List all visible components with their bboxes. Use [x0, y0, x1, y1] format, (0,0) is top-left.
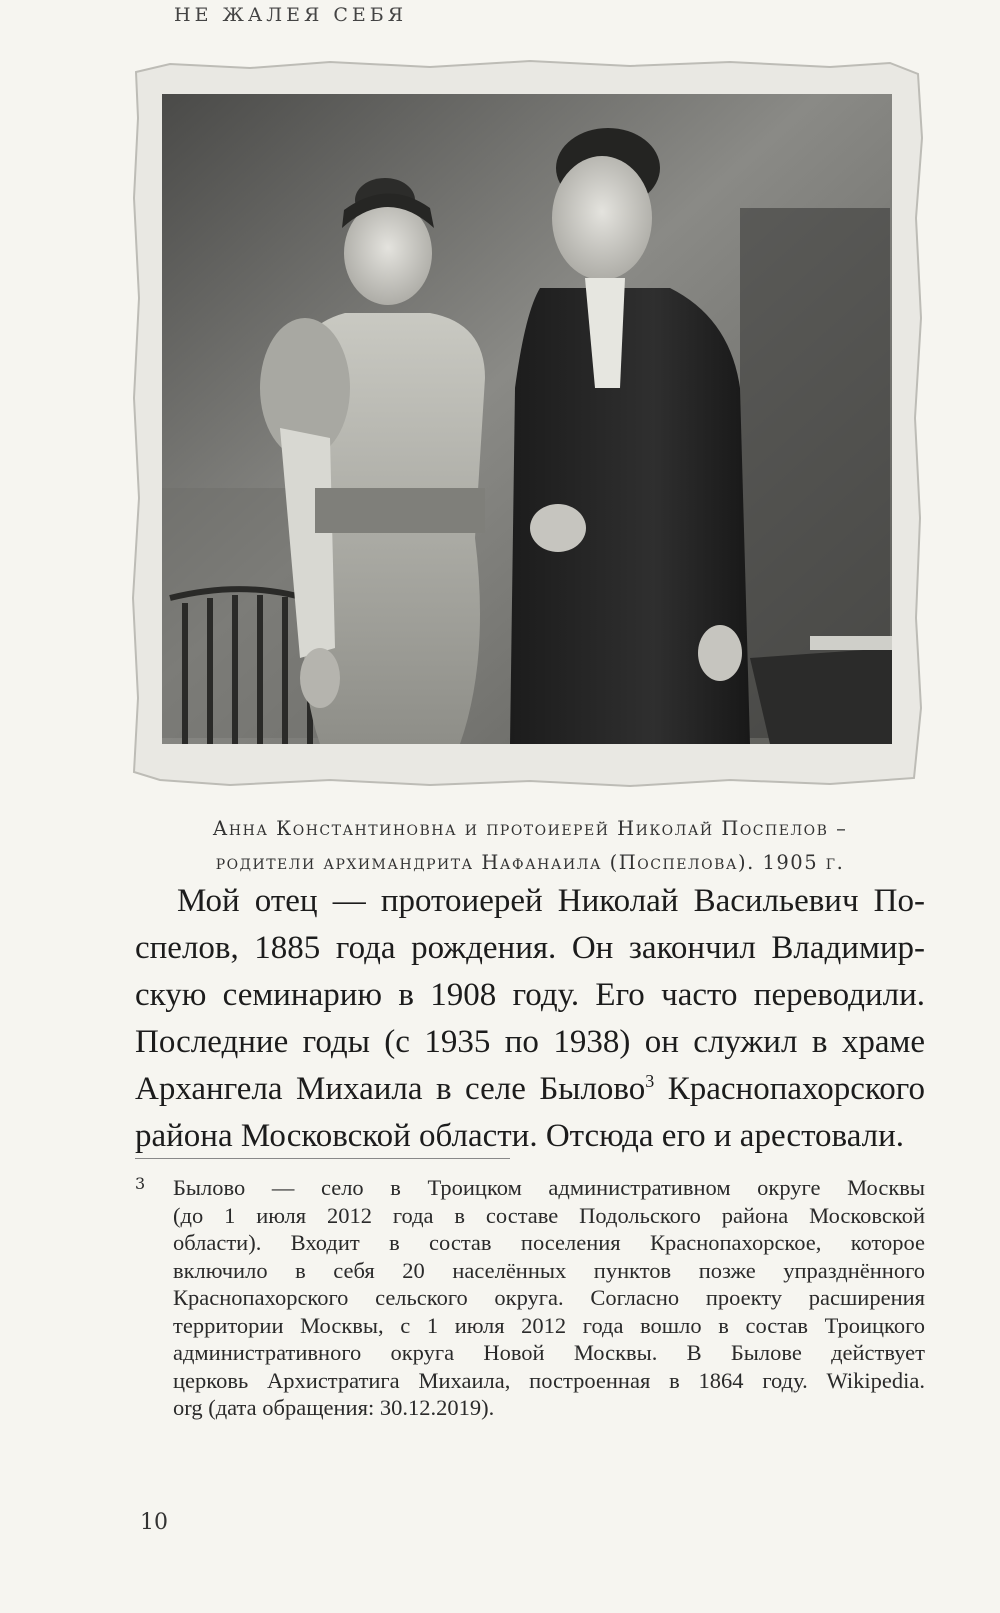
footnote-body [173, 1174, 925, 1422]
body-line: Последние годы (с 1935 по 1938) он служил в храме [135, 1024, 925, 1060]
running-head: НЕ ЖАЛЕЯ СЕБЯ [174, 4, 408, 26]
body-line: скую семинарию в 1908 году. Его часто переводили. [135, 977, 925, 1013]
footnote-line: Былово — село в Троицком административном округе Москвы [173, 1175, 925, 1200]
footnote-line: (до 1 июля 2012 года в составе Подольского района Московской [173, 1202, 925, 1228]
caption-line: Анна Константиновна и протоиерей Николай Поспелов – [212, 817, 848, 840]
footnote-mark: 3 [135, 1174, 146, 1193]
caption-line: родители архимандрита Нафанаила (Поспелова). 1905 г. [215, 851, 845, 874]
footnote-line: церковь Архистратига Михаила, построенная в 1864 году. Wikipedia. [173, 1367, 925, 1393]
body-line-text: Архангела Михаила в селе Былово [135, 1071, 646, 1107]
photograph [130, 58, 925, 788]
footnote-rule [135, 1158, 510, 1159]
body-paragraph [135, 878, 925, 1160]
footnote [135, 1174, 925, 1422]
photo-caption [140, 812, 920, 880]
body-line: Мой отец — протоиерей Николай Васильевич По- [177, 883, 925, 919]
footnote-line: области). Входит в состав поселения Краснопахорское, которое [173, 1230, 925, 1255]
body-line [135, 1066, 925, 1113]
body-line: спелов, 1885 года рождения. Он закончил Владимир- [135, 930, 925, 966]
photo-image [162, 94, 892, 744]
body-line: района Московской области. Отсюда его и арестовали. [135, 1118, 905, 1154]
footnote-line: территории Москвы, с 1 июля 2012 года вошло в состав Троицкого [173, 1312, 925, 1338]
footnote-line: org (дата обращения: 30.12.2019). [173, 1395, 495, 1420]
body-line-text: Краснопахорского [654, 1071, 925, 1107]
page-number: 10 [140, 1510, 168, 1535]
footnote-line: Краснопахорского сельского округа. Согласно проекту расширения [173, 1285, 925, 1310]
footnote-line: включило в себя 20 населённых пунктов позже упразднённого [173, 1257, 925, 1283]
footnote-reference[interactable]: 3 [645, 1071, 655, 1091]
footnote-line: административного округа Новой Москвы. В Былове действует [173, 1340, 925, 1365]
